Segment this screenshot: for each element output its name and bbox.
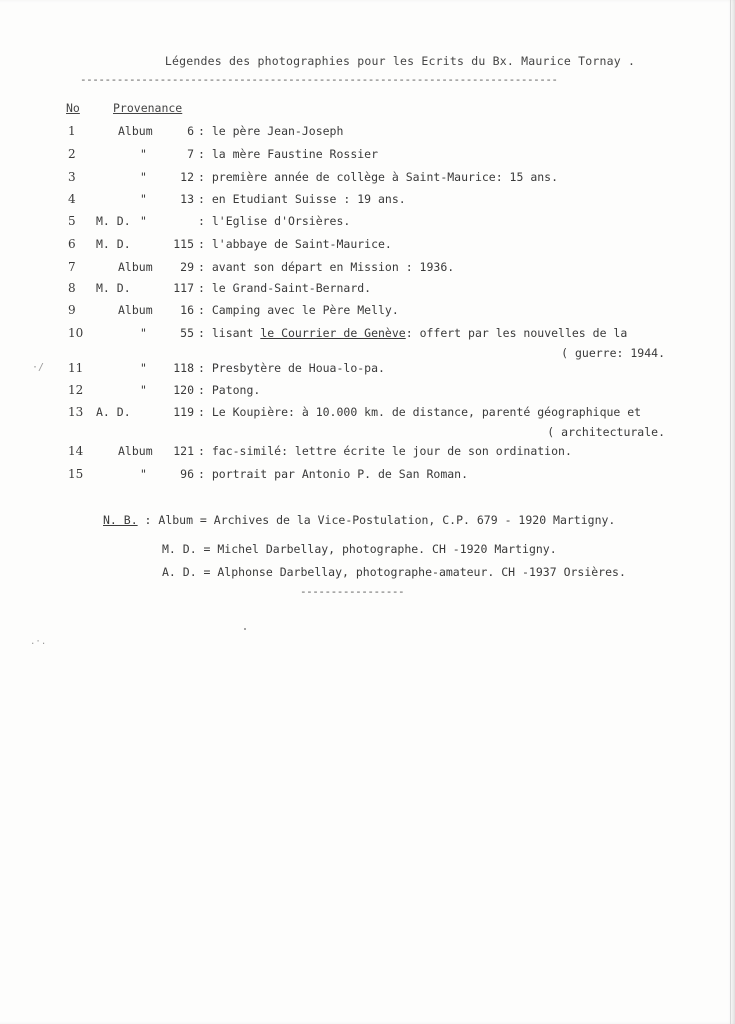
row-reference: 13 xyxy=(180,192,194,206)
table-row xyxy=(0,383,735,401)
legend-nb-label: N. B. xyxy=(103,513,138,527)
row-description: : première année de collège à Saint-Maurice: 15 ans. xyxy=(198,170,559,184)
document-title: Légendes des photographies pour les Ecrits du Bx. Maurice Tornay . xyxy=(164,54,636,68)
row-description: : Patong. xyxy=(198,383,261,397)
row-source-album: Album xyxy=(118,444,153,458)
table-row xyxy=(0,405,735,423)
table-row xyxy=(0,467,735,485)
newspaper-title: le Courrier de Genève xyxy=(260,326,406,340)
row-source-album: " xyxy=(140,192,147,206)
row-description: : en Etudiant Suisse : 19 ans. xyxy=(198,192,406,206)
table-row xyxy=(0,303,735,321)
row-reference: 16 xyxy=(180,303,194,317)
table-row xyxy=(0,361,735,379)
row-source-album: Album xyxy=(118,303,153,317)
column-header-no: No xyxy=(66,101,80,115)
table-row xyxy=(0,170,735,188)
row-number: 14 xyxy=(68,444,84,458)
end-rule: ----------------- xyxy=(300,585,405,598)
row-number: 13 xyxy=(68,405,84,419)
margin-mark: ·/ xyxy=(32,362,45,373)
row-source-album: " xyxy=(140,214,147,228)
table-row xyxy=(0,444,735,462)
row-number: 12 xyxy=(68,383,84,397)
row-description-continuation: ( guerre: 1944. xyxy=(561,346,665,360)
row-number: 5 xyxy=(68,214,76,228)
row-number: 1 xyxy=(68,124,76,138)
row-source-album: Album xyxy=(118,260,153,274)
table-row xyxy=(0,281,735,299)
margin-mark: .·. xyxy=(30,637,47,647)
table-row xyxy=(0,147,735,165)
row-source-album: " xyxy=(140,326,147,340)
table-row xyxy=(0,237,735,255)
row-source-album: Album xyxy=(118,124,153,138)
legend-md: M. D. = Michel Darbellay, photographe. CH -1920 Martigny. xyxy=(162,542,557,556)
row-description xyxy=(198,326,627,340)
row-number: 11 xyxy=(68,361,84,375)
column-header-provenance: Provenance xyxy=(113,101,183,115)
row-source-album: " xyxy=(140,170,147,184)
row-reference: 7 xyxy=(187,147,194,161)
speck-mark xyxy=(244,628,246,630)
legend-nb xyxy=(103,513,615,527)
row-reference: 12 xyxy=(180,170,194,184)
row-number: 8 xyxy=(68,281,76,295)
row-number: 4 xyxy=(68,192,76,206)
row-reference: 120 xyxy=(173,383,194,397)
row-number: 2 xyxy=(68,147,76,161)
row-description: : la mère Faustine Rossier xyxy=(198,147,379,161)
row-number: 7 xyxy=(68,260,76,274)
row-source-album: " xyxy=(140,467,147,481)
row-description-part: : offert par les nouvelles de la xyxy=(405,326,628,340)
row-description: : avant son départ en Mission : 1936. xyxy=(198,260,455,274)
row-reference: 96 xyxy=(180,467,194,481)
row-reference: 55 xyxy=(180,326,194,340)
row-description: : l'abbaye de Saint-Maurice. xyxy=(198,237,392,251)
table-row xyxy=(0,192,735,210)
row-number: 9 xyxy=(68,303,76,317)
title-rule: ------------------------------------------------------------------------------ xyxy=(80,73,558,86)
row-source-prefix: M. D. xyxy=(96,214,131,228)
row-description: : l'Eglise d'Orsières. xyxy=(198,214,351,228)
table-row xyxy=(0,326,735,344)
row-source-album: " xyxy=(140,361,147,375)
row-source-prefix: A. D. xyxy=(96,405,131,419)
row-reference: 117 xyxy=(173,281,194,295)
table-row xyxy=(0,124,735,142)
table-row xyxy=(0,214,735,232)
row-reference: 6 xyxy=(187,124,194,138)
row-description: : Le Koupière: à 10.000 km. de distance, parenté géographique et xyxy=(198,405,642,419)
legend-album: : Album = Archives de la Vice-Postulation, C.P. 679 - 1920 Martigny. xyxy=(137,513,616,527)
table-row xyxy=(0,260,735,278)
table-row-continuation xyxy=(0,425,735,443)
row-description: : Camping avec le Père Melly. xyxy=(198,303,399,317)
row-source-prefix: M. D. xyxy=(96,281,131,295)
row-description-continuation: ( architecturale. xyxy=(547,425,665,439)
row-number: 15 xyxy=(68,467,84,481)
row-description: : fac-similé: lettre écrite le jour de son ordination. xyxy=(198,444,572,458)
row-number: 3 xyxy=(68,170,76,184)
row-source-prefix: M. D. xyxy=(96,237,131,251)
row-reference: 29 xyxy=(180,260,194,274)
row-description-part: : lisant xyxy=(198,326,261,340)
row-reference: 121 xyxy=(173,444,194,458)
row-description: : le père Jean-Joseph xyxy=(198,124,344,138)
row-reference: 118 xyxy=(173,361,194,375)
row-reference: 115 xyxy=(173,237,194,251)
row-description: : portrait par Antonio P. de San Roman. xyxy=(198,467,469,481)
row-number: 6 xyxy=(68,237,76,251)
row-source-album: " xyxy=(140,383,147,397)
row-reference: 119 xyxy=(173,405,194,419)
legend-ad: A. D. = Alphonse Darbellay, photographe-amateur. CH -1937 Orsières. xyxy=(162,565,626,579)
row-description: : le Grand-Saint-Bernard. xyxy=(198,281,372,295)
row-description: : Presbytère de Houa-lo-pa. xyxy=(198,361,385,375)
row-number: 10 xyxy=(68,326,84,340)
row-source-album: " xyxy=(140,147,147,161)
